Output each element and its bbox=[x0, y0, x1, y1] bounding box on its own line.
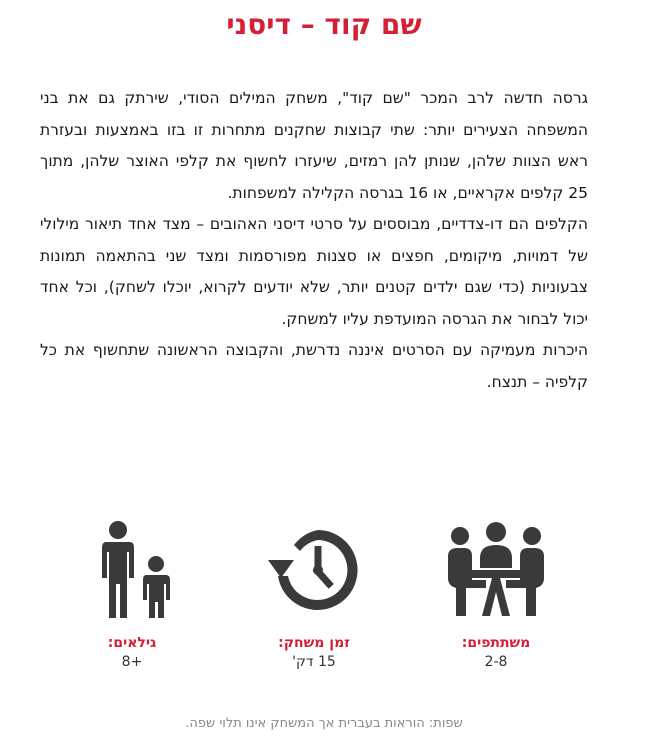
description-paragraph: היכרות מעמיקה עם הסרטים איננה נדרשת, והקבוצה הראשונה שתחשוף את כל קלפיה – תנצח. bbox=[40, 341, 588, 391]
ages-label: גילאים: bbox=[107, 635, 157, 651]
players-table-icon bbox=[446, 520, 546, 620]
page-title: שם קוד – דיסני bbox=[226, 8, 422, 41]
feature-time bbox=[244, 520, 384, 672]
players-value: 2-8 bbox=[484, 654, 508, 670]
feature-ages bbox=[62, 520, 202, 672]
time-label: זמן משחק: bbox=[278, 635, 350, 651]
description bbox=[40, 83, 588, 398]
adult-child-icon bbox=[82, 520, 182, 620]
language-note: שפות: הוראות בעברית אך המשחק אינו תלוי שפה. bbox=[185, 716, 463, 731]
game-features bbox=[0, 520, 648, 700]
time-value: 15 דק' bbox=[292, 654, 336, 670]
description-paragraph: גרסה חדשה לרב המכר "שם קוד", משחק המילים הסודי, שירתק גם את בני המשפחה הצעירים יותר: שתי קבוצות שחקנים מתחרות זו בזו באמצעות ובעזרת ראש הצוות שלהן, שנותן להן רמזים, שיעזרו לחשוף את קלפי האוצר שלהן, מתוך 25 קלפים אקראיים, או 16 בגרסה הקלילה למשפחות. bbox=[40, 89, 588, 202]
description-paragraph: הקלפים הם דו-צדדיים, מבוססים על סרטי דיסני האהובים – מצד אחד תיאור מילולי של דמויות, מיקומים, חפצים או סצנות מפורסמות ומצד שני בהתאמה תמונות צבעוניות (כדי שגם ילדים קטנים יותר, שלא יודעים לקרוא, יוכלו לשחק), וכל אחד יכול לבחור את הגרסה המועדפת עליו למשחק. bbox=[40, 215, 588, 328]
feature-players bbox=[426, 520, 566, 672]
players-label: משתתפים: bbox=[461, 635, 531, 651]
clock-icon bbox=[264, 520, 364, 620]
ages-value: +8 bbox=[121, 654, 143, 670]
